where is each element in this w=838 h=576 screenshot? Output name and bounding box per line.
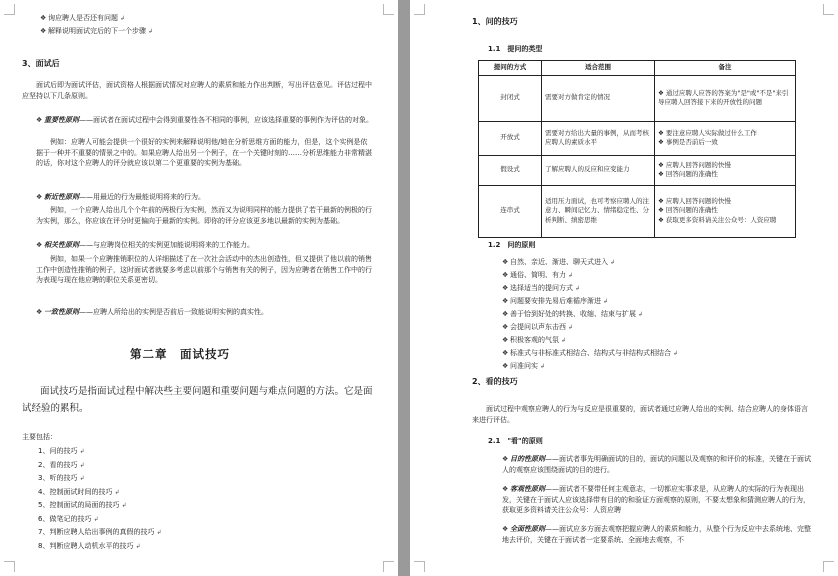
chapter-title: 第二章 面试技巧: [130, 347, 230, 361]
diamond-bullet-icon: ❖: [502, 455, 509, 463]
diamond-bullet-icon: ❖: [502, 485, 509, 493]
diamond-bullet-icon: ❖: [36, 116, 43, 124]
diamond-bullet-icon: ❖: [502, 284, 509, 292]
table-cell: [655, 155, 796, 185]
table-cell: 需要对方做肯定的情况: [542, 75, 655, 121]
table-cell: [655, 185, 796, 237]
principle-block: ❖ 新近性原则——用最近的行为最能说明将来的行为。: [36, 193, 205, 201]
list-item: ❖ 问题要安排先易后难循序渐进 ↲: [502, 297, 609, 305]
table-row: [479, 75, 796, 121]
bullet-item: ❖ 询应聘人是否还有问题 ↲: [40, 14, 126, 22]
crop-mark: [823, 4, 834, 15]
crop-mark: [383, 561, 394, 572]
diamond-bullet-icon: ❖: [502, 310, 509, 318]
table-header: 提问的方式: [479, 61, 542, 76]
toc-item: 3、听的技巧 ↲: [38, 474, 85, 482]
notes-item: ❖ 通过应聘人应答的答案为"是"或"不是"来引导应聘人回答接下来的开放性的问题: [658, 88, 789, 106]
crop-mark: [4, 4, 15, 15]
principle-example: 例如，一个应聘人给出几个个年前的两极行为实例，然而又为说明同样的能力提供了若干最新的例极的行为实例，那么，你应该在评分时更偏向于最新的实例。即你的评分应该更多地以最新的实例为基础。: [36, 206, 372, 225]
toc-item: 4、控制面试时间的技巧 ↲: [38, 487, 120, 496]
table-cell: 假设式: [479, 155, 542, 185]
table-cell: 开放式: [479, 121, 542, 155]
principle-block: ❖ 一致性原则——应聘人所给出的实例是否前后一致能说明实例的真实性。: [36, 308, 268, 316]
principle-example: 例如：应聘人可能会提供一个很好的实例来解释说明他/她在分析思维方面的能力，但是，这个实例是依据于一种并不重要的情景之中的。如果应聘人给出另一个例子，在一个关键时刻的……分析思维能力非常精湛的话，你对这个应聘人的评分就应该以第二个更重要的实例为基础。: [36, 138, 372, 167]
diamond-bullet-icon: ❖: [36, 241, 43, 249]
notes-item: ❖ 事例是否前后一致: [658, 138, 718, 146]
list-item: ❖ 自然、亲近、渐进、聊天式进入 ↲: [502, 258, 616, 266]
right-document-page: [410, 0, 838, 576]
toc-item: 2、看的技巧 ↲: [38, 460, 85, 469]
diamond-bullet-icon: ❖: [36, 193, 43, 201]
table-row: [479, 185, 796, 237]
diamond-bullet-icon: ❖: [502, 349, 509, 357]
crop-mark: [823, 561, 834, 572]
toc-item: 8、判断应聘人动机水平的技巧 ↲: [38, 541, 141, 550]
list-item: ❖ 通俗、简明、有力 ↲: [502, 271, 574, 279]
table-row: [479, 121, 796, 155]
notes-item: ❖ 要注意应聘人实际做过什么工作: [658, 128, 757, 137]
principles-list: [502, 256, 678, 373]
list-item: ❖ 善于恰到好处的转换、收缩、结束与扩展 ↲: [502, 310, 644, 318]
table-row: [479, 155, 796, 185]
question-types-table: [478, 60, 796, 238]
diamond-bullet-icon: ❖: [40, 14, 47, 22]
diamond-bullet-icon: ❖: [502, 336, 509, 344]
diamond-bullet-icon: ❖: [502, 271, 509, 279]
list-item: ❖ 问准问实 ↲: [502, 362, 546, 370]
left-document-page: [0, 0, 398, 576]
diamond-bullet-icon: ❖: [502, 323, 509, 331]
principle-block: ❖ 重要性原则——面试者在面试过程中会得到重要性各不相同的事例，应该选择重要的事例作为评估的对象。: [36, 116, 373, 124]
section-heading: 1、问的技巧: [472, 17, 518, 26]
diamond-bullet-icon: ❖: [502, 525, 509, 533]
table-cell: 适用压力面试，也可考察应聘人的注意力、瞬间记忆力、情绪稳定性、分析判断、缜密思维: [542, 185, 655, 237]
look-principle: ❖ 目的性原则——面试者事先明确面试的目的，面试的问题以及观察的和评价的标准，关键在于面试人的观察应该围绕面试的目的进行。: [502, 455, 811, 474]
subsection-heading: 1.2 问的原则: [488, 241, 536, 249]
diamond-bullet-icon: ❖: [502, 297, 509, 305]
table-header: 适合范围: [542, 61, 655, 76]
toc-item: 6、做笔记的技巧 ↲: [38, 514, 99, 523]
list-item: ❖ 会提问以声东击西 ↲: [502, 323, 574, 331]
notes-item: ❖ 获取更多资料请关注公众号：人资应聘: [658, 215, 777, 224]
table-cell: 封闭式: [479, 75, 542, 121]
toc-item: 1、问的技巧 ↲: [38, 447, 85, 455]
notes-item: ❖ 应聘人回答问题的快慢: [658, 160, 731, 169]
crop-mark: [383, 4, 394, 15]
list-item: ❖ 标准式与非标准式相结合、结构式与非结构式相结合 ↲: [502, 349, 679, 357]
subsection-heading: 2.1 "看"的原则: [488, 437, 543, 445]
toc-label: 主要包括：: [22, 433, 57, 441]
notes-item: ❖ 应聘人回答问题的快慢: [658, 196, 731, 205]
table-cell: 连串式: [479, 185, 542, 237]
section-heading: 3、面试后: [22, 59, 60, 68]
toc-item: 7、判断应聘人给出事例的真假的技巧 ↲: [38, 528, 162, 536]
table-cell: 了解应聘人的反应和应变能力: [542, 155, 655, 185]
toc-list: [38, 445, 161, 553]
table-header: 备注: [655, 61, 796, 76]
diamond-bullet-icon: ❖: [36, 308, 43, 316]
table-cell: 需要对方给出大量的事例，从而考核应聘人的素质水平: [542, 121, 655, 155]
subsection-heading: 1.1 提问的类型: [488, 45, 543, 53]
list-item: ❖ 积极客观的气氛 ↲: [502, 336, 567, 344]
section-heading: 2、看的技巧: [472, 377, 518, 386]
table-cell: [655, 121, 796, 155]
section-intro: 面试过程中观察应聘人的行为与反应是很重要的，面试者通过应聘人给出的实例、结合应聘人的身体语言来进行评估。: [472, 405, 808, 424]
diamond-bullet-icon: ❖: [502, 362, 509, 370]
crop-mark: [4, 561, 15, 572]
notes-item: ❖ 回答问题的准确性: [658, 206, 718, 215]
notes-item: ❖ 回答问题的准确性: [658, 170, 718, 178]
diamond-bullet-icon: ❖: [40, 27, 47, 35]
principle-block: ❖ 相关性原则——与应聘岗位相关的实例更加能说明将来的工作能力。: [36, 241, 254, 249]
section-intro: 面试后即为面试评估，面试资格人根据面试情况对应聘人的素质和能力作出判断，写出评估意见。评估过程中应坚持以下几条原则。: [22, 81, 372, 100]
crop-mark: [414, 561, 425, 572]
principle-example: 例如，如果一个应聘推销职位的人详细描述了在一次社会活动中的杰出创造性，但又提供了他以前的销售工作中创造性推销的例子，这时面试者就要多考虑以前那个与销售有关的例子，因为应聘者在销售工作中的行为表现与现在他应聘的职位关系更密切。: [36, 255, 372, 284]
table-header-row: [479, 61, 796, 76]
chapter-intro: 面试技巧是指面试过程中解决些主要问题和重要问题与难点问题的方法。它是面试经验的累积。: [22, 386, 373, 414]
look-principle: ❖ 全面性原则——面试应多方面去观察把握应聘人的素质和能力，从整个行为反应中去系统地、完整地去评价，关键在于面试者一定要系统、全面地去观察，不: [502, 525, 811, 544]
table-cell: [655, 75, 796, 121]
toc-item: 5、控制面试的局面的技巧 ↲: [38, 501, 127, 509]
list-item: ❖ 选择适当的提问方式 ↲: [502, 284, 581, 292]
look-principle: ❖ 客观性原则——面试者不要带任何主观意志，一切都应实事求是，从应聘人的实际的行为表现出发，关键在于面试人应该选择带有目的的和验证方面观察的原则，不要太想象和猜测应聘人的行为，获取更多资料请关注公众号：人资应聘: [502, 485, 810, 514]
crop-mark: [414, 4, 425, 15]
diamond-bullet-icon: ❖: [502, 258, 509, 266]
bullet-item: ❖ 解释说明面试完后的下一个步骤 ↲: [40, 27, 154, 35]
